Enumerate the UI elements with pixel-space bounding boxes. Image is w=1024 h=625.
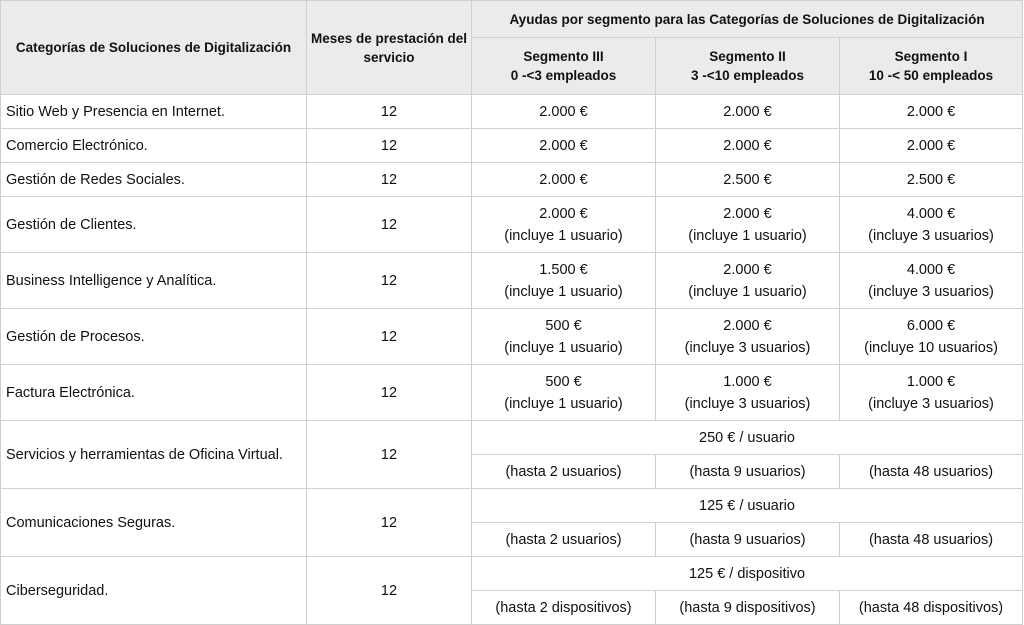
segment-1-cell xyxy=(840,197,1023,253)
segment-3-amount: 2.000 € xyxy=(472,95,656,129)
table-row xyxy=(1,129,1023,163)
category-name: Gestión de Redes Sociales. xyxy=(1,163,307,197)
note: (incluye 3 usuarios) xyxy=(868,227,994,244)
shared-rate: 125 € / dispositivo xyxy=(472,557,1023,591)
segment-3-limit: (hasta 2 usuarios) xyxy=(472,455,656,489)
amount: 1.000 € xyxy=(906,373,956,390)
category-name: Business Intelligence y Analítica. xyxy=(1,253,307,309)
segment-2-cell xyxy=(656,309,840,365)
segment-3-limit: (hasta 2 usuarios) xyxy=(472,523,656,557)
shared-rate: 250 € / usuario xyxy=(472,421,1023,455)
note: (incluye 1 usuario) xyxy=(688,227,807,244)
segment-1-cell xyxy=(840,253,1023,309)
note: (incluye 3 usuarios) xyxy=(868,395,994,412)
table-row xyxy=(1,95,1023,129)
segment-1-amount: 2.000 € xyxy=(840,129,1023,163)
header-segment-3 xyxy=(472,38,656,95)
months-value: 12 xyxy=(307,95,472,129)
note: (incluye 3 usuarios) xyxy=(684,339,811,356)
amount: 6.000 € xyxy=(906,317,956,334)
amount: 4.000 € xyxy=(906,205,956,222)
months-value: 12 xyxy=(307,163,472,197)
header-segment-group: Ayudas por segmento para las Categorías de Soluciones de Digitalización xyxy=(472,1,1023,38)
segment-1-amount: 2.500 € xyxy=(840,163,1023,197)
segment-3-cell xyxy=(472,365,656,421)
header-segment-1 xyxy=(840,38,1023,95)
months-value: 12 xyxy=(307,557,472,625)
segment-2-cell xyxy=(656,197,840,253)
shared-rate: 125 € / usuario xyxy=(472,489,1023,523)
segment-2-range: 3 -<10 empleados xyxy=(691,68,804,83)
segment-3-range: 0 -<3 empleados xyxy=(510,68,617,83)
segment-2-cell xyxy=(656,365,840,421)
segment-3-cell xyxy=(472,309,656,365)
category-name: Sitio Web y Presencia en Internet. xyxy=(1,95,307,129)
segment-1-amount: 2.000 € xyxy=(840,95,1023,129)
segment-2-limit: (hasta 9 dispositivos) xyxy=(656,591,840,625)
amount: 4.000 € xyxy=(906,261,956,278)
months-value: 12 xyxy=(307,309,472,365)
category-name: Ciberseguridad. xyxy=(1,557,307,625)
segment-3-cell xyxy=(472,253,656,309)
amount: 1.500 € xyxy=(539,261,588,278)
segment-3-cell xyxy=(472,197,656,253)
segment-2-limit: (hasta 9 usuarios) xyxy=(656,455,840,489)
category-name: Gestión de Clientes. xyxy=(1,197,307,253)
category-name: Factura Electrónica. xyxy=(1,365,307,421)
segment-3-limit: (hasta 2 dispositivos) xyxy=(472,591,656,625)
table-row xyxy=(1,489,1023,523)
amount: 500 € xyxy=(545,373,582,390)
note: (incluye 1 usuario) xyxy=(504,227,623,244)
table-row xyxy=(1,557,1023,591)
segment-3-title: Segmento III xyxy=(523,49,604,64)
note: (incluye 3 usuarios) xyxy=(868,283,994,300)
header-segment-2 xyxy=(656,38,840,95)
segment-1-range: 10 -< 50 empleados xyxy=(868,68,994,83)
months-value: 12 xyxy=(307,197,472,253)
months-value: 12 xyxy=(307,365,472,421)
amount: 500 € xyxy=(545,317,582,334)
segment-3-amount: 2.000 € xyxy=(472,163,656,197)
note: (incluye 10 usuarios) xyxy=(864,339,998,356)
note: (incluye 1 usuario) xyxy=(504,395,623,412)
amount: 2.000 € xyxy=(723,205,772,222)
amount: 2.000 € xyxy=(723,261,772,278)
segment-2-title: Segmento II xyxy=(709,49,786,64)
note: (incluye 1 usuario) xyxy=(504,339,623,356)
segment-2-amount: 2.500 € xyxy=(656,163,840,197)
segment-1-cell xyxy=(840,365,1023,421)
header-category: Categorías de Soluciones de Digitalización xyxy=(1,1,307,95)
category-name: Servicios y herramientas de Oficina Virtual. xyxy=(1,421,307,489)
table-row xyxy=(1,365,1023,421)
table-row xyxy=(1,421,1023,455)
segment-2-cell xyxy=(656,253,840,309)
months-value: 12 xyxy=(307,253,472,309)
table-row xyxy=(1,163,1023,197)
segment-1-limit: (hasta 48 usuarios) xyxy=(840,455,1023,489)
segment-1-limit: (hasta 48 usuarios) xyxy=(840,523,1023,557)
table-row xyxy=(1,197,1023,253)
segment-1-limit: (hasta 48 dispositivos) xyxy=(840,591,1023,625)
months-value: 12 xyxy=(307,129,472,163)
note: (incluye 1 usuario) xyxy=(688,283,807,300)
segment-2-limit: (hasta 9 usuarios) xyxy=(656,523,840,557)
table-row xyxy=(1,309,1023,365)
table-row xyxy=(1,253,1023,309)
category-name: Comercio Electrónico. xyxy=(1,129,307,163)
header-months: Meses de prestación del servicio xyxy=(307,1,472,95)
segment-2-amount: 2.000 € xyxy=(656,95,840,129)
amount: 2.000 € xyxy=(723,317,772,334)
category-name: Comunicaciones Seguras. xyxy=(1,489,307,557)
months-value: 12 xyxy=(307,489,472,557)
note: (incluye 3 usuarios) xyxy=(684,395,811,412)
amount: 2.000 € xyxy=(539,205,588,222)
category-name: Gestión de Procesos. xyxy=(1,309,307,365)
note: (incluye 1 usuario) xyxy=(504,283,623,300)
segment-1-cell xyxy=(840,309,1023,365)
months-value: 12 xyxy=(307,421,472,489)
amount: 1.000 € xyxy=(723,373,772,390)
segment-1-title: Segmento I xyxy=(894,49,968,64)
segment-2-amount: 2.000 € xyxy=(656,129,840,163)
segment-3-amount: 2.000 € xyxy=(472,129,656,163)
